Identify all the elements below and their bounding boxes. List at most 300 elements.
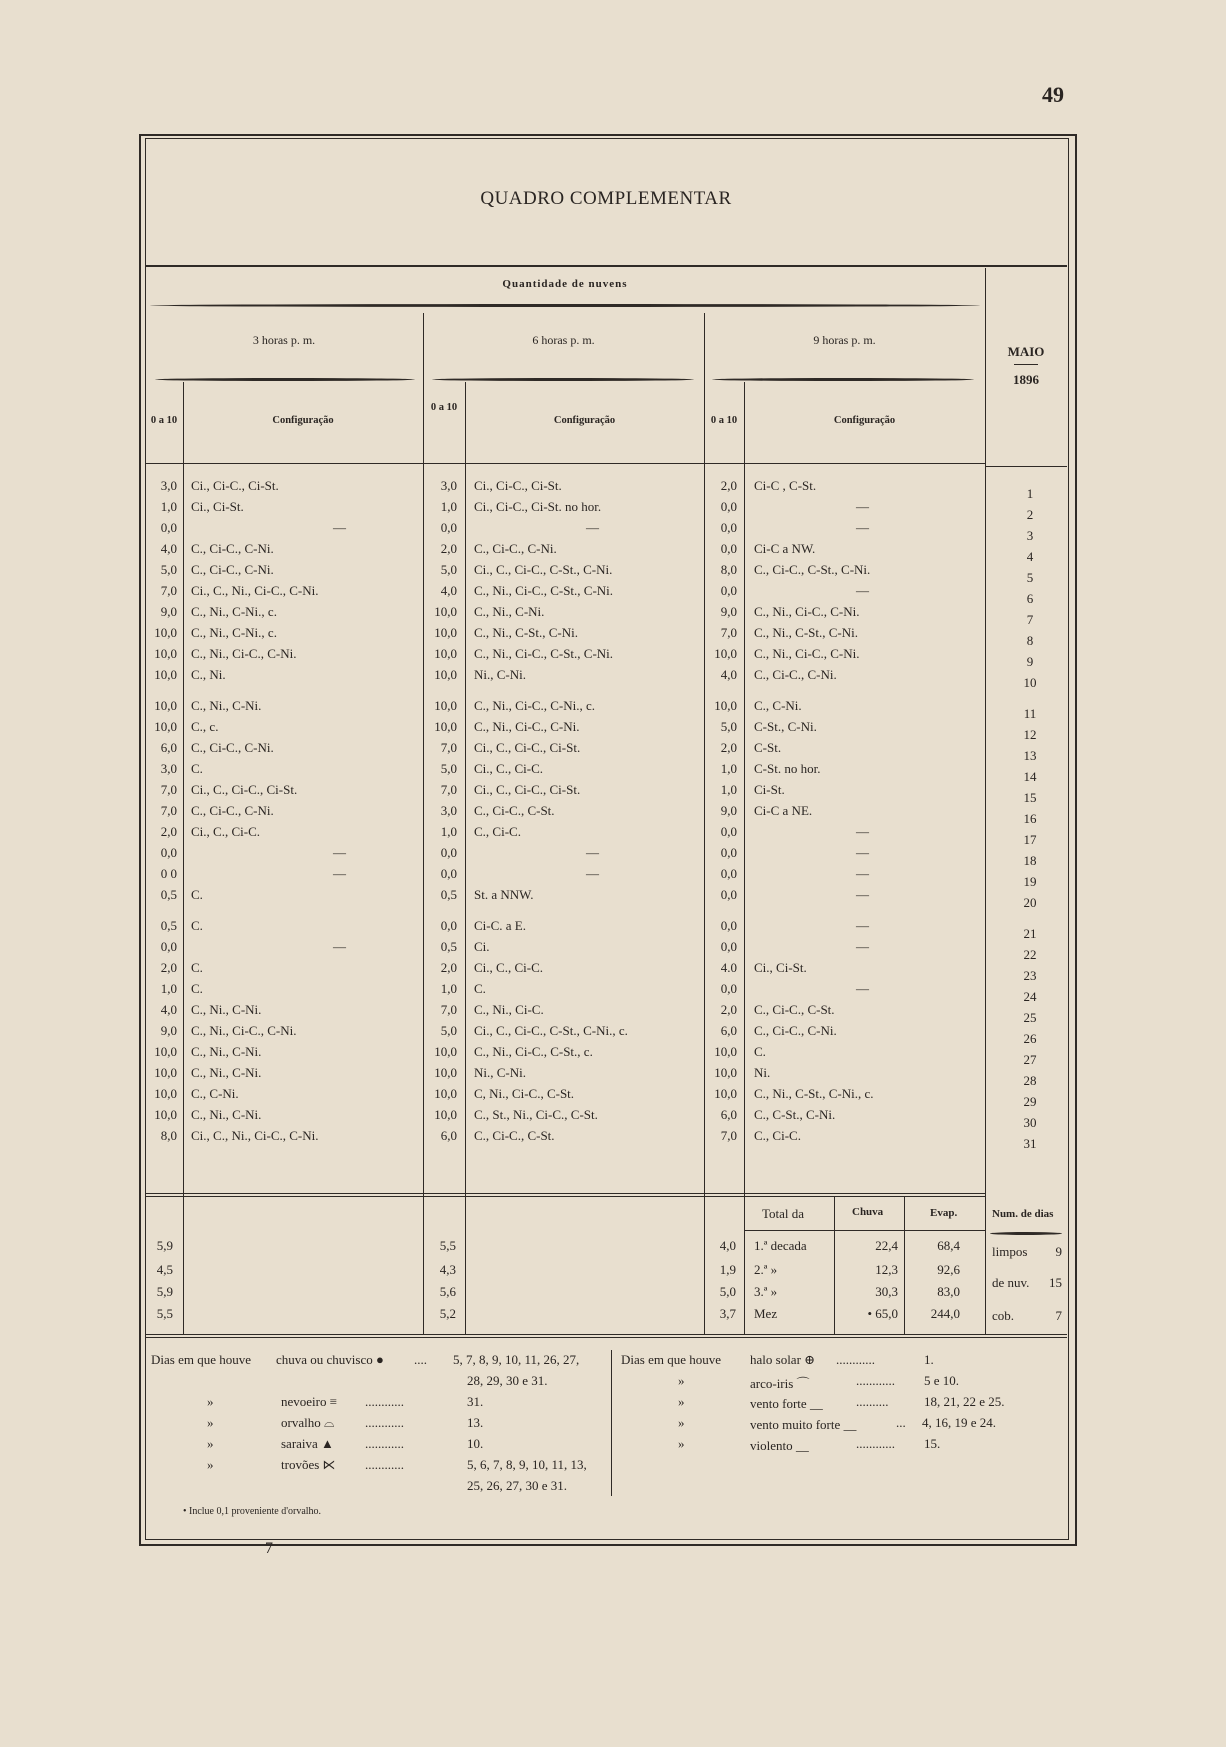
- summary-row: [145, 1284, 1067, 1304]
- cloud-amount-3pm: 2,0: [160, 960, 177, 975]
- day-number: 2: [1026, 507, 1034, 522]
- cloud-amount-3pm: 4,0: [160, 1002, 177, 1017]
- cloud-amount-3pm: 10,0: [154, 625, 177, 640]
- note-prefix: »: [207, 1436, 214, 1451]
- cloud-amount-3pm: 1,0: [160, 499, 177, 514]
- summary-top-rule: [145, 1193, 985, 1194]
- cloud-amount-6pm: 7,0: [440, 782, 457, 797]
- day-number: 8: [1026, 633, 1034, 648]
- cloud-config-6pm: Ci., C., Ci-C.: [474, 960, 543, 975]
- cloud-amount-9pm: 6,0: [720, 1107, 737, 1122]
- note-label: vento forte ⸏: [750, 1396, 823, 1411]
- evap-value: 244,0: [930, 1306, 960, 1321]
- note-value: 5, 6, 7, 8, 9, 10, 11, 13,: [467, 1457, 587, 1472]
- cloud-amount-9pm: 7,0: [720, 1128, 737, 1143]
- chuva-value: 30,3: [875, 1284, 898, 1299]
- cloud-amount-9pm: 1,0: [720, 782, 737, 797]
- note-prefix: »: [207, 1394, 214, 1409]
- cloud-amount-3pm: 4,0: [160, 541, 177, 556]
- cloud-config-3pm: C., Ni., C-Ni.: [191, 1065, 262, 1080]
- evap-value: 83,0: [937, 1284, 960, 1299]
- day-number: 14: [1023, 769, 1037, 784]
- cloud-config-9pm: C., Ni., C-St., C-Ni., c.: [754, 1086, 874, 1101]
- cloud-amount-3pm: 0,5: [160, 887, 177, 902]
- cloud-amount-9pm: 2,0: [720, 740, 737, 755]
- cloud-config-9pm: C., Ni., Ci-C., C-Ni.: [754, 604, 860, 619]
- note-prefix: Dias em que houve: [621, 1352, 722, 1367]
- chuva-label: Chuva: [852, 1206, 884, 1218]
- cloud-amount-6pm: 3,0: [440, 803, 457, 818]
- cloud-config-6pm: —: [586, 845, 599, 860]
- cloud-amount-9pm: 0,0: [720, 824, 737, 839]
- cloud-amount-6pm: 7,0: [440, 740, 457, 755]
- day-number: 1: [1026, 486, 1034, 501]
- cloud-amount-6pm: 6,0: [440, 1128, 457, 1143]
- cloud-config-6pm: Ci.: [474, 939, 490, 954]
- table-row: [145, 541, 1067, 564]
- cloud-config-6pm: C, Ni., Ci-C., C-St.: [474, 1086, 575, 1101]
- table-row: [145, 1065, 1067, 1088]
- cloud-config-3pm: C., Ni., C-Ni.: [191, 1107, 262, 1122]
- cloud-config-9pm: C-St.: [754, 740, 782, 755]
- footer-number: 7: [265, 1540, 273, 1557]
- cloud-config-9pm: C., C-Ni.: [754, 698, 802, 713]
- table-row: [145, 698, 1067, 721]
- cloud-amount-6pm: 5,0: [440, 562, 457, 577]
- amount-label-6pm: 0 a 10: [430, 402, 458, 413]
- dias-limpos-value: 9: [1055, 1244, 1062, 1259]
- cloud-amount-6pm: 1,0: [440, 824, 457, 839]
- day-number: 26: [1023, 1031, 1037, 1046]
- mean-amount-6pm: 5,2: [439, 1306, 456, 1321]
- cloud-amount-3pm: 9,0: [160, 604, 177, 619]
- note-label: chuva ou chuvisco ●: [276, 1352, 384, 1367]
- table-row: [145, 499, 1067, 522]
- table-row: [145, 520, 1067, 543]
- cloud-amount-9pm: 0,0: [720, 845, 737, 860]
- note-dots: ............: [365, 1394, 404, 1409]
- note-dots: ............: [365, 1457, 404, 1472]
- dias-cob-value: 7: [1055, 1308, 1062, 1323]
- mean-amount-3pm: 5,9: [156, 1238, 173, 1253]
- cloud-amount-3pm: 3,0: [160, 761, 177, 776]
- config-label-9pm: Configuração: [833, 415, 896, 426]
- cloud-amount-6pm: 7,0: [440, 1002, 457, 1017]
- cloud-config-6pm: C., Ni., Ci-C., C-St., c.: [474, 1044, 593, 1059]
- cloud-amount-6pm: 10,0: [434, 698, 457, 713]
- note-prefix: »: [678, 1436, 685, 1451]
- cloud-config-3pm: C., Ci-C., C-Ni.: [191, 803, 274, 818]
- cloud-config-6pm: C., St., Ni., Ci-C., C-St.: [474, 1107, 598, 1122]
- note-value: 5 e 10.: [924, 1373, 960, 1388]
- cloud-amount-9pm: 0,0: [720, 520, 737, 535]
- day-number: 7: [1026, 612, 1034, 627]
- cloud-amount-3pm: 10,0: [154, 1107, 177, 1122]
- cloud-config-6pm: Ci-C. a E.: [474, 918, 526, 933]
- cloud-config-6pm: C., Ci-C., C-St.: [474, 803, 555, 818]
- cloud-config-9pm: C., Ni., Ci-C., C-Ni.: [754, 646, 860, 661]
- table-row: [145, 761, 1067, 784]
- summary-row: [145, 1306, 1067, 1326]
- config-label-3pm: Configuração: [272, 415, 334, 426]
- cloud-config-9pm: —: [856, 939, 869, 954]
- table-row: [145, 824, 1067, 847]
- cloud-config-3pm: Ci., Ci-St.: [191, 499, 244, 514]
- day-number: 13: [1023, 748, 1037, 763]
- day-number: 21: [1023, 926, 1037, 941]
- cloud-config-9pm: —: [856, 583, 869, 598]
- cloud-amount-6pm: 0,5: [440, 887, 457, 902]
- day-number: 17: [1023, 832, 1037, 847]
- cloud-config-9pm: —: [856, 887, 869, 902]
- cloud-amount-3pm: 0,0: [160, 845, 177, 860]
- cloud-config-3pm: —: [333, 520, 346, 535]
- cloud-config-3pm: Ci., Ci-C., Ci-St.: [191, 478, 279, 493]
- note-prefix: Dias em que houve: [151, 1352, 252, 1367]
- config-label-6pm: Configuração: [553, 415, 616, 426]
- chuva-value: 12,3: [875, 1262, 898, 1277]
- cloud-config-6pm: Ci., C., Ci-C., C-St., C-Ni., c.: [474, 1023, 628, 1038]
- note-prefix: »: [678, 1373, 685, 1388]
- cloud-config-3pm: Ci., C., Ci-C., Ci-St.: [191, 782, 298, 797]
- evap-label: Evap.: [930, 1207, 958, 1219]
- cloud-amount-6pm: 5,0: [440, 1023, 457, 1038]
- note-value: 1.: [924, 1352, 934, 1367]
- day-number: 29: [1023, 1094, 1037, 1109]
- day-number: 23: [1023, 968, 1037, 983]
- note-value: 18, 21, 22 e 25.: [924, 1394, 1005, 1409]
- table-row: [145, 478, 1067, 501]
- group-label: Quantidade de nuvens: [502, 278, 628, 290]
- cloud-config-9pm: C., Ci-C.: [754, 1128, 801, 1143]
- cloud-amount-3pm: 10,0: [154, 646, 177, 661]
- cloud-config-3pm: C., Ci-C., C-Ni.: [191, 562, 274, 577]
- cloud-amount-9pm: 0,0: [720, 887, 737, 902]
- day-number: 27: [1023, 1052, 1037, 1067]
- cloud-config-3pm: C., C-Ni.: [191, 1086, 239, 1101]
- cloud-amount-3pm: 0,5: [160, 918, 177, 933]
- notes-sep: [611, 1350, 612, 1496]
- cloud-amount-3pm: 5,0: [160, 562, 177, 577]
- day-number: 11: [1023, 706, 1037, 721]
- cloud-config-3pm: C., Ci-C., C-Ni.: [191, 541, 274, 556]
- cloud-config-3pm: —: [333, 939, 346, 954]
- note-label: trovões ⋉: [281, 1457, 336, 1472]
- note-prefix: »: [678, 1394, 685, 1409]
- cloud-config-3pm: —: [333, 845, 346, 860]
- cloud-config-6pm: Ci., C., Ci-C.: [474, 761, 543, 776]
- cloud-config-9pm: C., C-St., C-Ni.: [754, 1107, 836, 1122]
- cloud-amount-9pm: 10,0: [714, 1065, 737, 1080]
- note-dots: ...: [896, 1415, 906, 1430]
- cloud-amount-9pm: 0,0: [720, 939, 737, 954]
- cloud-config-9pm: C., Ni., C-St., C-Ni.: [754, 625, 859, 640]
- period-6pm: 6 horas p. m.: [532, 333, 595, 347]
- cloud-amount-6pm: 4,0: [440, 583, 457, 598]
- note-value: 4, 16, 19 e 24.: [922, 1415, 997, 1430]
- cloud-amount-6pm: 2,0: [440, 541, 457, 556]
- footnote: • Inclue 0,1 proveniente d'orvalho.: [183, 1506, 322, 1517]
- cloud-amount-3pm: 0,0: [160, 520, 177, 535]
- cloud-amount-9pm: 9,0: [720, 604, 737, 619]
- cloud-config-6pm: C., Ni., Ci-C., C-Ni.: [474, 719, 580, 734]
- note-value: 15.: [924, 1436, 941, 1451]
- note-dots: ............: [836, 1352, 875, 1367]
- summary-row: [145, 1238, 1067, 1258]
- cloud-amount-9pm: 8,0: [720, 562, 737, 577]
- cloud-amount-6pm: 10,0: [434, 1065, 457, 1080]
- cloud-config-6pm: C., Ni., Ci-C., C-St., C-Ni.: [474, 646, 614, 661]
- cloud-amount-9pm: 0,0: [720, 583, 737, 598]
- cloud-amount-3pm: 10,0: [154, 667, 177, 682]
- table-row: [145, 981, 1067, 1004]
- note-value: 5, 7, 8, 9, 10, 11, 26, 27,: [453, 1352, 580, 1367]
- cloud-amount-6pm: 10,0: [434, 719, 457, 734]
- table-row: [145, 719, 1067, 742]
- note-dots: ............: [856, 1373, 895, 1388]
- evap-value: 92,6: [937, 1262, 960, 1277]
- cloud-amount-6pm: 2,0: [440, 960, 457, 975]
- summary-row: [145, 1262, 1067, 1282]
- cloud-config-6pm: Ci., C., Ci-C., Ci-St.: [474, 782, 581, 797]
- cloud-config-6pm: C., Ci-C.: [474, 824, 521, 839]
- day-number: 30: [1023, 1115, 1037, 1130]
- cloud-amount-3pm: 3,0: [160, 478, 177, 493]
- table-row: [145, 1044, 1067, 1067]
- cloud-config-9pm: Ci-St.: [754, 782, 785, 797]
- table-row: [145, 939, 1067, 962]
- cloud-amount-6pm: 10,0: [434, 1107, 457, 1122]
- amount-label-9pm: 0 a 10: [710, 415, 738, 426]
- chuva-value: • 65,0: [867, 1306, 898, 1321]
- day-number: 12: [1023, 727, 1037, 742]
- note-value: 28, 29, 30 e 31.: [467, 1373, 548, 1388]
- cloud-config-3pm: C., Ni., Ci-C., C-Ni.: [191, 1023, 297, 1038]
- period-9pm: 9 horas p. m.: [813, 333, 876, 347]
- cloud-amount-6pm: 0,0: [440, 845, 457, 860]
- cloud-amount-9pm: 4,0: [720, 667, 737, 682]
- cloud-amount-9pm: 2,0: [720, 1002, 737, 1017]
- cloud-amount-3pm: 9,0: [160, 1023, 177, 1038]
- cloud-amount-9pm: 10,0: [714, 698, 737, 713]
- cloud-config-6pm: C., Ni., Ci-C., C-St., C-Ni.: [474, 583, 614, 598]
- cloud-amount-3pm: 8,0: [160, 1128, 177, 1143]
- day-number: 24: [1023, 989, 1037, 1004]
- cloud-config-9pm: C., Ci-C., C-St.: [754, 1002, 835, 1017]
- cloud-config-3pm: C., Ni., C-Ni.: [191, 1044, 262, 1059]
- cloud-amount-9pm: 10,0: [714, 1044, 737, 1059]
- cloud-config-6pm: Ci., C., Ci-C., C-St., C-Ni.: [474, 562, 613, 577]
- cloud-amount-9pm: 0,0: [720, 866, 737, 881]
- cloud-amount-6pm: 10,0: [434, 625, 457, 640]
- cloud-amount-6pm: 10,0: [434, 646, 457, 661]
- day-number: 22: [1023, 947, 1037, 962]
- summary-header-rule: [744, 1230, 985, 1231]
- title-divider: [145, 265, 1067, 267]
- day-number: 10: [1023, 675, 1037, 690]
- cloud-config-9pm: C., Ci-C., C-St., C-Ni.: [754, 562, 871, 577]
- table-row: [145, 667, 1067, 690]
- cloud-config-6pm: C., Ni., C-St., C-Ni.: [474, 625, 579, 640]
- cloud-config-3pm: —: [333, 866, 346, 881]
- cloud-amount-9pm: 10,0: [714, 646, 737, 661]
- day-number: 15: [1023, 790, 1037, 805]
- cloud-config-9pm: —: [856, 981, 869, 996]
- cloud-amount-3pm: 10,0: [154, 719, 177, 734]
- note-value: 10.: [467, 1436, 484, 1451]
- cloud-amount-3pm: 6,0: [160, 740, 177, 755]
- cloud-config-3pm: C.: [191, 981, 203, 996]
- note-prefix: »: [678, 1415, 685, 1430]
- cloud-config-3pm: Ci., C., Ni., Ci-C., C-Ni.: [191, 583, 319, 598]
- note-label: halo solar ⊕: [750, 1352, 816, 1367]
- cloud-config-9pm: Ci-C a NE.: [754, 803, 813, 818]
- day-number: 16: [1023, 811, 1037, 826]
- table-row: [145, 646, 1067, 669]
- header-rule-3pm: [145, 463, 423, 464]
- day-number: 18: [1023, 853, 1037, 868]
- cloud-amount-6pm: 1,0: [440, 499, 457, 514]
- cloud-config-6pm: Ci., Ci-C., Ci-St.: [474, 478, 562, 493]
- cloud-amount-6pm: 3,0: [440, 478, 457, 493]
- dias-nuv-value: 15: [1049, 1275, 1062, 1290]
- note-label: violento ⸏: [750, 1438, 809, 1453]
- cloud-config-6pm: C., Ni., Ci-C., C-Ni., c.: [474, 698, 595, 713]
- day-number: 6: [1026, 591, 1034, 606]
- note-prefix: »: [207, 1457, 214, 1472]
- cloud-amount-6pm: 0,0: [440, 866, 457, 881]
- mean-amount-3pm: 5,9: [156, 1284, 173, 1299]
- cloud-config-3pm: C., Ni., C-Ni., c.: [191, 604, 277, 619]
- note-value: 31.: [467, 1394, 484, 1409]
- cloud-config-9pm: Ci., Ci-St.: [754, 960, 807, 975]
- header-rule-9pm: [704, 463, 985, 464]
- cloud-config-9pm: C., Ci-C., C-Ni.: [754, 667, 837, 682]
- day-number: 31: [1023, 1136, 1037, 1151]
- note-dots: ..........: [856, 1394, 889, 1409]
- month-label: MAIO: [1007, 344, 1045, 359]
- cloud-config-3pm: C., c.: [191, 719, 219, 734]
- cloud-amount-3pm: 10,0: [154, 1065, 177, 1080]
- day-number: 4: [1026, 549, 1034, 564]
- dias-limpos-label: limpos: [992, 1244, 1028, 1259]
- note-label: nevoeiro ≡: [281, 1394, 338, 1409]
- summary-top-rule-2: [145, 1196, 985, 1197]
- table-row: [145, 625, 1067, 648]
- mean-amount-6pm: 5,5: [439, 1238, 456, 1253]
- cloud-config-9pm: Ni.: [754, 1065, 771, 1080]
- table-row: [145, 960, 1067, 983]
- cloud-amount-9pm: 1,0: [720, 761, 737, 776]
- cloud-amount-3pm: 7,0: [160, 583, 177, 598]
- cloud-config-6pm: C., Ni., Ci-C.: [474, 1002, 544, 1017]
- page-number: 49: [1042, 82, 1064, 107]
- table-row: [145, 887, 1067, 910]
- day-number: 25: [1023, 1010, 1037, 1025]
- cloud-config-9pm: —: [856, 520, 869, 535]
- cloud-config-9pm: —: [856, 499, 869, 514]
- mean-amount-6pm: 5,6: [439, 1284, 456, 1299]
- cloud-config-3pm: C., Ni., Ci-C., C-Ni.: [191, 646, 297, 661]
- cloud-config-3pm: C., Ni.: [191, 667, 226, 682]
- month-rule: [1014, 364, 1038, 365]
- table-row: [145, 740, 1067, 763]
- cloud-config-6pm: C., Ni., C-Ni.: [474, 604, 545, 619]
- note-label: saraiva ▲: [281, 1436, 334, 1451]
- day-number: 28: [1023, 1073, 1037, 1088]
- notes-top-rule-2: [145, 1337, 1067, 1338]
- mean-amount-9pm: 1,9: [719, 1262, 736, 1277]
- table-row: [145, 562, 1067, 585]
- note-dots: ............: [365, 1436, 404, 1451]
- mean-amount-9pm: 4,0: [719, 1238, 736, 1253]
- cloud-amount-9pm: 2,0: [720, 478, 737, 493]
- cloud-amount-3pm: 7,0: [160, 782, 177, 797]
- cloud-config-3pm: C.: [191, 761, 203, 776]
- header-rule-day: [985, 466, 1067, 467]
- cloud-config-6pm: Ni., C-Ni.: [474, 667, 526, 682]
- cloud-amount-6pm: 0,0: [440, 918, 457, 933]
- chuva-value: 22,4: [875, 1238, 898, 1253]
- note-label: arco-iris ⌒: [750, 1376, 810, 1391]
- cloud-config-9pm: C-St., C-Ni.: [754, 719, 817, 734]
- cloud-amount-9pm: 6,0: [720, 1023, 737, 1038]
- cloud-amount-3pm: 0,0: [160, 939, 177, 954]
- note-dots: ............: [365, 1415, 404, 1430]
- period-3pm: 3 horas p. m.: [252, 333, 316, 347]
- cloud-amount-9pm: 5,0: [720, 719, 737, 734]
- cloud-config-9pm: C-St. no hor.: [754, 761, 821, 776]
- cloud-config-6pm: St. a NNW.: [474, 887, 534, 902]
- mean-amount-9pm: 3,7: [719, 1306, 736, 1321]
- table-row: [145, 845, 1067, 868]
- evap-value: 68,4: [937, 1238, 960, 1253]
- cloud-config-9pm: —: [856, 866, 869, 881]
- cloud-amount-3pm: 0 0: [160, 866, 177, 881]
- cloud-config-3pm: C.: [191, 918, 203, 933]
- cloud-config-9pm: C., Ci-C., C-Ni.: [754, 1023, 837, 1038]
- cloud-amount-9pm: 0,0: [720, 918, 737, 933]
- cloud-amount-6pm: 5,0: [440, 761, 457, 776]
- table-row: [145, 918, 1067, 941]
- amount-label-3pm: 0 a 10: [150, 415, 178, 426]
- cloud-config-6pm: Ni., C-Ni.: [474, 1065, 526, 1080]
- cloud-amount-9pm: 0,0: [720, 541, 737, 556]
- table-row: [145, 583, 1067, 606]
- year-label: 1896: [1013, 372, 1039, 387]
- cloud-amount-6pm: 1,0: [440, 981, 457, 996]
- cloud-config-3pm: C., Ci-C., C-Ni.: [191, 740, 274, 755]
- table-row: [145, 866, 1067, 889]
- summary-period: 2.ª »: [754, 1262, 778, 1277]
- cloud-config-9pm: —: [856, 845, 869, 860]
- dias-cob-label: cob.: [992, 1308, 1015, 1323]
- num-dias-swell: [990, 1232, 1062, 1235]
- cloud-amount-3pm: 10,0: [154, 1086, 177, 1101]
- cloud-config-6pm: C.: [474, 981, 486, 996]
- cloud-amount-6pm: 0,5: [440, 939, 457, 954]
- cloud-config-9pm: —: [856, 824, 869, 839]
- cloud-amount-9pm: 7,0: [720, 625, 737, 640]
- cloud-config-3pm: C.: [191, 960, 203, 975]
- cloud-config-6pm: —: [586, 866, 599, 881]
- cloud-config-6pm: Ci., Ci-C., Ci-St. no hor.: [474, 499, 602, 514]
- day-number: 9: [1026, 654, 1034, 669]
- cloud-amount-6pm: 0,0: [440, 520, 457, 535]
- cloud-config-9pm: C.: [754, 1044, 766, 1059]
- table-row: [145, 1086, 1067, 1109]
- notes-top-rule: [145, 1334, 1067, 1335]
